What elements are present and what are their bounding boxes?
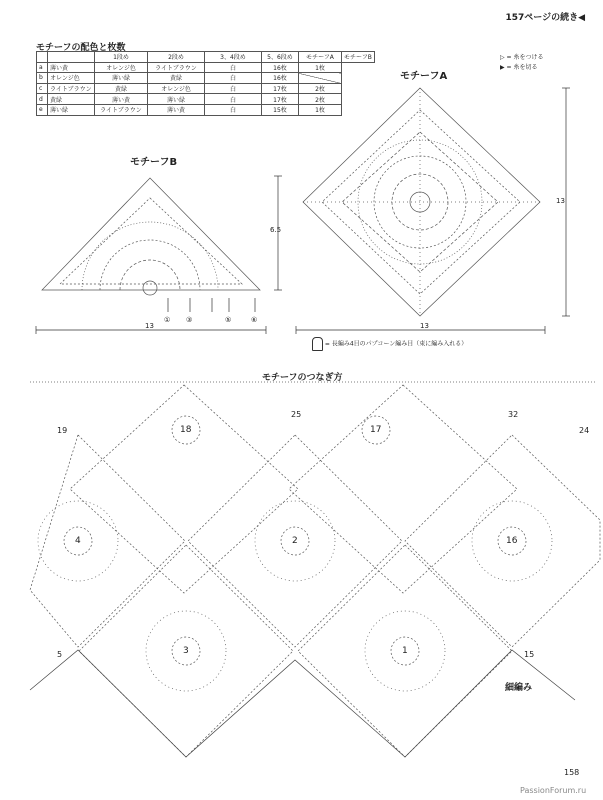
arrow-label: ⑥ — [251, 316, 258, 324]
col-header: モチーフA — [299, 52, 342, 63]
continued-note: 157ページの続き◀ — [505, 13, 585, 23]
table-cell: 薄い緑 — [95, 73, 148, 84]
table-cell: 黄緑 — [48, 94, 95, 105]
table-cell: 17枚 — [262, 83, 299, 94]
col-header: 1段め — [95, 52, 148, 63]
motif-number: 25 — [291, 410, 302, 419]
col-header: 3、4段め — [205, 52, 262, 63]
table-cell: a — [37, 62, 48, 73]
table-cell: 白 — [205, 62, 262, 73]
col-header: モチーフB — [342, 52, 375, 63]
motif-a-diagram — [303, 88, 540, 316]
table-cell: 黄緑 — [148, 73, 205, 84]
joining-diagram — [30, 382, 600, 757]
table-cell: 薄い黄 — [95, 94, 148, 105]
table-cell: オレンジ色 — [48, 73, 95, 84]
table-cell: b — [37, 73, 48, 84]
table-cell: c — [37, 83, 48, 94]
table-cell: 薄い黄 — [148, 104, 205, 115]
motif-number: 32 — [508, 410, 519, 419]
legend-cut: ▶ = 糸を切る — [500, 64, 538, 71]
table-cell: d — [37, 94, 48, 105]
table-cell: オレンジ色 — [148, 83, 205, 94]
table-cell: オレンジ色 — [95, 62, 148, 73]
edging-label: 細編み — [505, 683, 533, 693]
table-cell: ライトブラウン — [48, 83, 95, 94]
motif-b-title: モチーフB — [130, 157, 178, 168]
watermark: PassionForum.ru — [520, 786, 587, 795]
arrow-label: ⑤ — [225, 316, 232, 324]
table-cell: ライトブラウン — [148, 62, 205, 73]
table-cell: ライトブラウン — [95, 104, 148, 115]
table-cell: 白 — [205, 83, 262, 94]
motif-number: 2 — [292, 536, 298, 546]
motif-number: 24 — [579, 426, 590, 435]
attach-thread-icon: ▷ — [500, 54, 507, 61]
motif-b-width: 13 — [145, 322, 154, 330]
motif-number: 19 — [57, 426, 68, 435]
joining-title: モチーフのつなぎ方 — [262, 373, 343, 383]
motif-number: 5 — [57, 650, 63, 659]
table-cell: 16枚 — [262, 62, 299, 73]
motif-number: 1 — [402, 646, 408, 656]
table-cell: 2枚 — [299, 83, 342, 94]
motif-a-title: モチーフA — [400, 71, 448, 82]
table-cell: 薄い緑 — [48, 104, 95, 115]
col-header: 5、6段め — [262, 52, 299, 63]
popcorn-note: = 長編み4目のパプコーン編み目（束に編み入れる） — [312, 337, 467, 351]
table-cell: 白 — [205, 94, 262, 105]
motif-number: 17 — [370, 425, 382, 435]
page-number: 158 — [564, 768, 580, 777]
table-cell: 白 — [205, 104, 262, 115]
col-header: 2段め — [148, 52, 205, 63]
table-cell: 2枚 — [299, 94, 342, 105]
table-cell: e — [37, 104, 48, 115]
motif-number: 4 — [75, 536, 81, 546]
motif-number: 18 — [180, 425, 192, 435]
motif-number: 15 — [524, 650, 535, 659]
motif-b-height: 6.5 — [270, 226, 282, 234]
table-cell: 薄い黄 — [48, 62, 95, 73]
legend-attach: ▷ = 糸をつける — [500, 54, 544, 61]
table-cell: 15枚 — [262, 104, 299, 115]
motif-b-diagram — [42, 178, 260, 295]
arrow-label: ③ — [186, 316, 193, 324]
table-title: モチーフの配色と枚数 — [36, 43, 126, 53]
motif-a-size-bottom: 13 — [420, 322, 429, 330]
cut-thread-icon: ▶ — [500, 64, 507, 71]
arrow-label: ① — [164, 316, 171, 324]
table-cell: 白 — [205, 73, 262, 84]
table-cell: 薄い緑 — [148, 94, 205, 105]
table-cell: 1枚 — [299, 62, 342, 73]
dimension-lines — [36, 88, 570, 334]
table-cell: 17枚 — [262, 94, 299, 105]
motif-a-size-right: 13 — [556, 197, 565, 205]
table-cell: 黄緑 — [95, 83, 148, 94]
motif-number: 3 — [183, 646, 189, 656]
table-cell: 16枚 — [262, 73, 299, 84]
arrow-markers — [168, 298, 255, 312]
table-cell: 1枚 — [299, 104, 342, 115]
motif-number: 16 — [506, 536, 518, 546]
